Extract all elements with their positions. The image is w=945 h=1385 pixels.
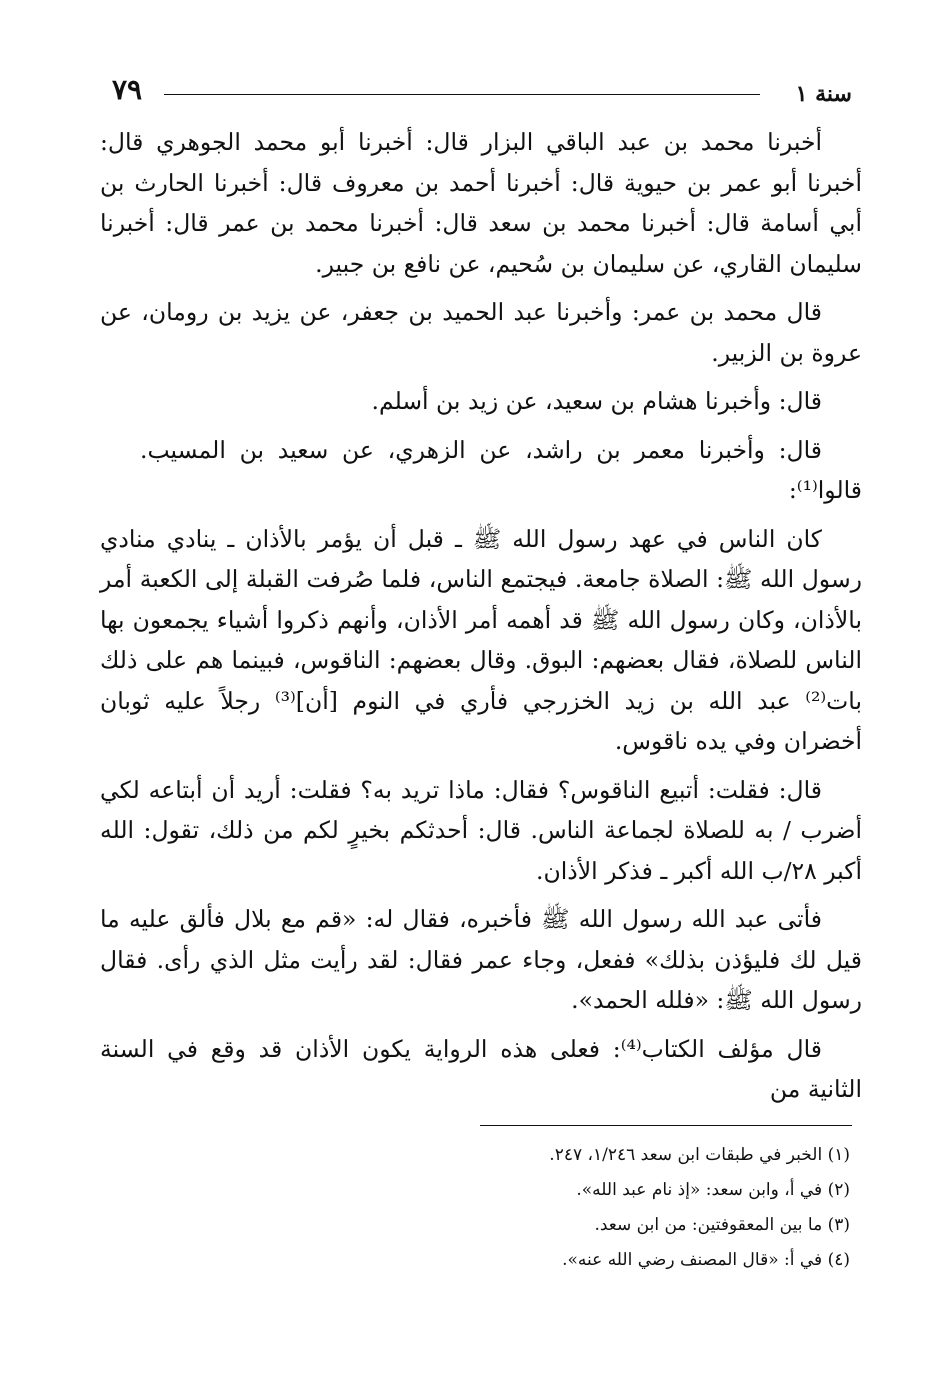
footnotes xyxy=(300,1138,850,1278)
running-head: سنة ١ xyxy=(795,81,852,107)
paragraph-isnad-1: أخبرنا محمد بن عبد الباقي البزار قال: أخبرنا أبو محمد الجوهري قال: أخبرنا أبو عمر بن حيوية قال: أخبرنا أحمد بن معروف قال: أخبرنا الحارث بن أبي أسامة قال: أخبرنا محمد بن سعد قال: أخبرنا محمد بن عمر قال: أخبرنا سليمان القاري، عن سليمان بن سُحيم، عن نافع بن جبير. xyxy=(100,128,862,278)
footnote-2: (٢) في أ، وابن سعد: «إذ نام عبد الله». xyxy=(576,1180,850,1200)
paragraph-author-comment: قال مؤلف الكتاب⁽⁴⁾: فعلى هذه الرواية يكون الأذان قد وقع في السنة الثانية من xyxy=(100,1034,862,1103)
footnote-rule xyxy=(480,1125,852,1126)
paragraph-narration: كان الناس في عهد رسول الله ﷺ ـ قبل أن يؤمر بالأذان ـ ينادي منادي رسول الله ﷺ: الصلاة جامعة. فيجتمع الناس، فلما صُرفت القبلة إلى الكعبة أمر بالأذان، وكان رسول الله ﷺ قد أهمه أمر الأذان، وأنهم ذكروا أشياء يجمعون بها الناس للصلاة، فقال بعضهم: البوق. وقال بعضهم: الناقوس، فبينما هم على ذلك بات⁽²⁾ عبد الله بن زيد الخزرجي فأري في النوم [أن]⁽³⁾ رجلاً عليه ثوبان أخضران وفي يده ناقوس. xyxy=(100,524,863,755)
paragraph-isnad-3: قال: وأخبرنا هشام بن سعيد، عن زيد بن أسلم. xyxy=(371,387,822,415)
paragraph-isnad-2: قال محمد بن عمر: وأخبرنا عبد الحميد بن جعفر، عن يزيد بن رومان، عن عروة بن الزبير. xyxy=(100,298,862,367)
footnote-3: (٣) ما بين المعقوفتين: من ابن سعد. xyxy=(594,1215,850,1235)
page-header xyxy=(112,72,852,112)
main-text xyxy=(100,122,862,1110)
paragraph-isnad-4: قال: وأخبرنا معمر بن راشد، عن الزهري، عن سعيد بن المسيب. قالوا⁽¹⁾: xyxy=(140,435,862,504)
footnote-4: (٤) في أ: «قال المصنف رضي الله عنه». xyxy=(562,1250,850,1270)
footnote-1: (١) الخبر في طبقات ابن سعد ١/٢٤٦، ٢٤٧. xyxy=(549,1145,850,1165)
paragraph-prophet-response: فأتى عبد الله رسول الله ﷺ فأخبره، فقال له: «قم مع بلال فألق عليه ما قيل لك فليؤذن بذلك» ففعل، وجاء عمر فقال: لقد رأيت مثل الذي رأى. فقال رسول الله ﷺ: «فلله الحمد». xyxy=(100,905,862,1014)
page-number: ٧٩ xyxy=(112,73,143,106)
header-rule xyxy=(164,94,760,95)
paragraph-dialogue: قال: فقلت: أتبيع الناقوس؟ فقال: ماذا تريد به؟ فقلت: أريد أن أبتاعه لكي أضرب / به للصلاة لجماعة الناس. قال: أحدثكم بخيرٍ لكم من ذلك، تقول: الله أكبر ٢٨/ب الله أكبر ـ فذكر الأذان. xyxy=(100,775,862,885)
